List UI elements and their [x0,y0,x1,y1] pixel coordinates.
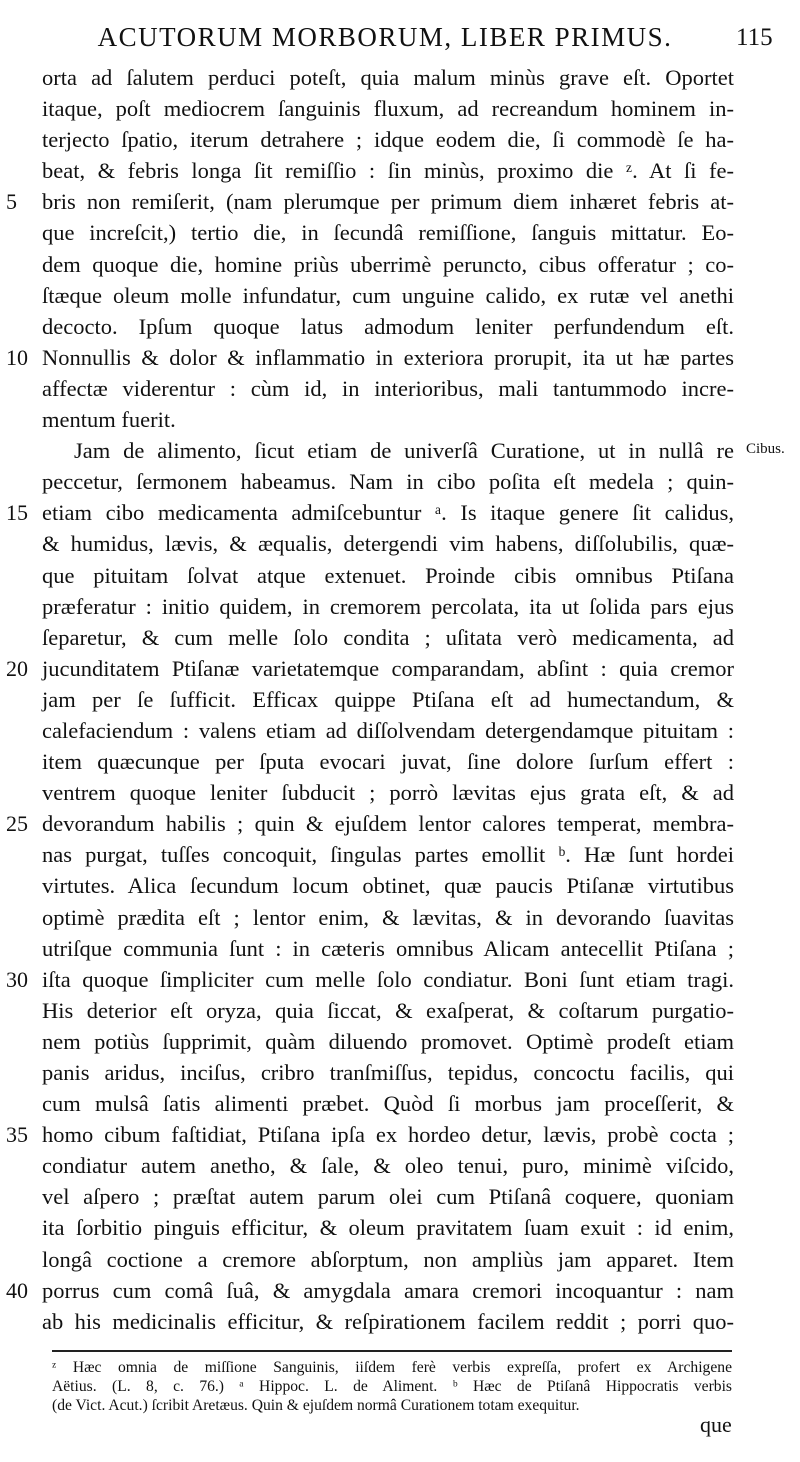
footnote-rule [52,1350,732,1352]
footnotes [52,1358,732,1415]
line-text: terjecto ſpatio, iterum detrahere ; idque eodem die, ſi commodè ſe ha- [42,127,734,153]
text-line [6,964,734,995]
line-text: cum mulsâ ſatis alimenti præbet. Quòd ſi morbus jam proceſſerit, & [42,1091,734,1117]
text-line [42,249,734,280]
text-line [42,217,734,248]
line-text: etiam cibo medicamenta admiſcebuntur ᵃ. Is itaque genere ſit calidus, [42,500,734,526]
text-line [42,62,734,93]
line-text: bris non remiſerit, (nam plerumque per primum diem inhæret febris at- [42,189,734,215]
line-text: que increſcit,) tertio die, in ſecundâ remiſſione, ſanguis mittatur. Eo- [42,220,734,246]
line-text: utriſque communia ſunt : in cæteris omnibus Alicam antecellit Ptiſana ; [42,935,734,961]
line-text: virtutes. Alica ſecundum locum obtinet, quæ paucis Ptiſanæ virtutibus [42,873,734,899]
line-text: ſtæque oleum molle infundatur, cum unguine calido, ex rutæ vel anethi [42,282,734,308]
line-text: optimè prædita eſt ; lentor enim, & lævitas, & in devorando ſuavitas [42,904,734,930]
line-text: ventrem quoque leniter ſubducit ; porrò lævitas ejus grata eſt, & ad [42,780,734,806]
text-line [42,1181,734,1212]
running-head: ACUTORUM MORBORUM, LIBER PRIMUS. [97,22,673,52]
text-line [42,839,734,870]
line-text: Nonnullis & dolor & inflammatio in exteriora prorupit, ita ut hæ partes [42,344,734,370]
text-line [42,124,734,155]
text-line [42,1212,734,1243]
text-line [42,622,734,653]
line-text: ſeparetur, & cum melle ſolo condita ; uſitata verò medicamenta, ad [42,624,734,650]
text-line [42,1057,734,1088]
footnote-line: ᶻ Hæc omnia de miſſione Sanguinis, iiſdem ferè verbis expreſſa, profert ex Archigene [52,1359,732,1376]
line-text: mentum fuerit. [42,407,176,433]
line-number: 35 [6,1122,28,1148]
text-line [42,1244,734,1275]
text-line [42,777,734,808]
footnote-line: (de Vict. Acut.) ſcribit Aretæus. Quin & ejuſdem normâ Curationem totam exequitur. [52,1397,580,1414]
line-text: præferatur : initio quidem, in cremorem percolata, ita ut ſolida pars ejus [42,593,734,619]
text-line [42,155,734,186]
body-text [6,62,734,1337]
footnote-line: Aëtius. (L. 8, c. 76.) ᵃ Hippoc. L. de Aliment. ᵇ Hæc de Ptiſanâ Hippocratis verbis [52,1378,732,1395]
text-line [6,342,734,373]
text-line [42,404,734,435]
text-line [42,995,734,1026]
text-line [42,280,734,311]
line-text: longâ coctione a cremore abſorptum, non ampliùs jam apparet. Item [42,1246,734,1272]
text-line [42,528,734,559]
text-line [6,1119,734,1150]
line-text: jucunditatem Ptiſanæ varietatemque comparandam, abſint : quia cremor [42,655,734,681]
catchword: que [700,1412,732,1437]
line-text: ita ſorbitio pinguis efficitur, & oleum pravitatem ſuam exuit : id enim, [42,1215,734,1241]
text-line [42,684,734,715]
line-text: nas purgat, tuſſes concoquit, ſingulas partes emollit ᵇ. Hæ ſunt hordei [42,842,734,868]
text-line [6,653,734,684]
line-text: beat, & febris longa ſit remiſſio : ſin minùs, proximo die ᶻ. At ſi fe- [42,158,734,184]
text-line [42,870,734,901]
line-text: panis aridus, inciſus, cribro tranſmiſſus, tepidus, concoctu facilis, qui [42,1060,734,1085]
line-text: decocto. Ipſum quoque latus admodum leniter perfundendum eſt. [42,313,734,339]
line-text: porrus cum comâ ſuâ, & amygdala amara cremori incoquantur : nam [42,1277,734,1303]
line-number: 5 [6,189,17,215]
line-number: 15 [6,500,28,526]
line-text: His deterior eſt oryza, quia ſiccat, & exaſperat, & coſtarum purgatio- [42,997,734,1023]
line-text: Jam de alimento, ſicut etiam de univerſâ Curatione, ut in nullâ re [74,438,734,464]
text-line [6,808,734,839]
text-line [42,311,734,342]
text-line [6,1275,734,1306]
line-text: dem quoque die, homine priùs uberrimè peruncto, cibus offeratur ; co- [42,251,734,277]
line-text: itaque, poſt mediocrem ſanguinis fluxum, ad recreandum hominem in- [42,96,734,122]
line-text: vel aſpero ; præſtat autem parum olei cum Ptiſanâ coquere, quoniam [42,1184,734,1210]
text-line [42,373,734,404]
text-line [42,1026,734,1057]
line-text: nem potiùs ſupprimit, quàm diluendo promovet. Optimè prodeſt etiam [42,1028,734,1054]
text-line [6,497,734,528]
line-number: 10 [6,344,28,370]
text-line [42,93,734,124]
line-text: condiatur autem anetho, & ſale, & oleo tenui, puro, minimè viſcido, [42,1153,734,1179]
line-number: 30 [6,966,28,992]
line-text: ab his medicinalis efficitur, & reſpirationem facilem reddit ; porri quo- [42,1308,734,1334]
line-text: calefaciendum : valens etiam ad diſſolvendam detergendamque pituitam : [42,717,734,743]
line-text: & humidus, lævis, & æqualis, detergendi vim habens, diſſolubilis, quæ- [42,531,734,557]
line-text: devorandum habilis ; quin & ejuſdem lentor calores temperat, membra- [42,811,734,837]
text-line [42,902,734,933]
page-number: 115 [736,24,773,51]
line-text: jam per ſe ſufficit. Efficax quippe Ptiſana eſt ad humectandum, & [42,686,734,712]
text-line [42,435,734,466]
line-text: orta ad ſalutem perduci poteſt, quia malum minùs grave eſt. Oportet [42,65,734,90]
line-text: iſta quoque ſimpliciter cum melle ſolo condiatur. Boni ſunt etiam tragi. [42,966,734,992]
text-line [42,466,734,497]
text-line [42,715,734,746]
line-text: homo cibum faſtidiat, Ptiſana ipſa ex hordeo detur, lævis, probè cocta ; [42,1122,734,1148]
line-number: 25 [6,811,28,837]
text-line [42,933,734,964]
text-line [42,1306,734,1337]
line-number: 20 [6,655,28,681]
margin-note: Cibus. [746,441,785,457]
line-text: que pituitam ſolvat atque extenuet. Proinde cibis omnibus Ptiſana [42,562,734,588]
line-text: item quæcunque per ſputa evocari juvat, ſine dolore ſurſum effert : [42,749,734,775]
text-line [42,560,734,591]
text-line [42,1150,734,1181]
line-text: peccetur, ſermonem habeamus. Nam in cibo poſita eſt medela ; quin- [42,469,734,495]
text-line [42,591,734,622]
text-line [6,186,734,217]
text-line [42,1088,734,1119]
text-line [42,746,734,777]
line-number: 40 [6,1277,28,1303]
line-text: affectæ viderentur : cùm id, in interioribus, mali tantummodo incre- [42,375,734,401]
